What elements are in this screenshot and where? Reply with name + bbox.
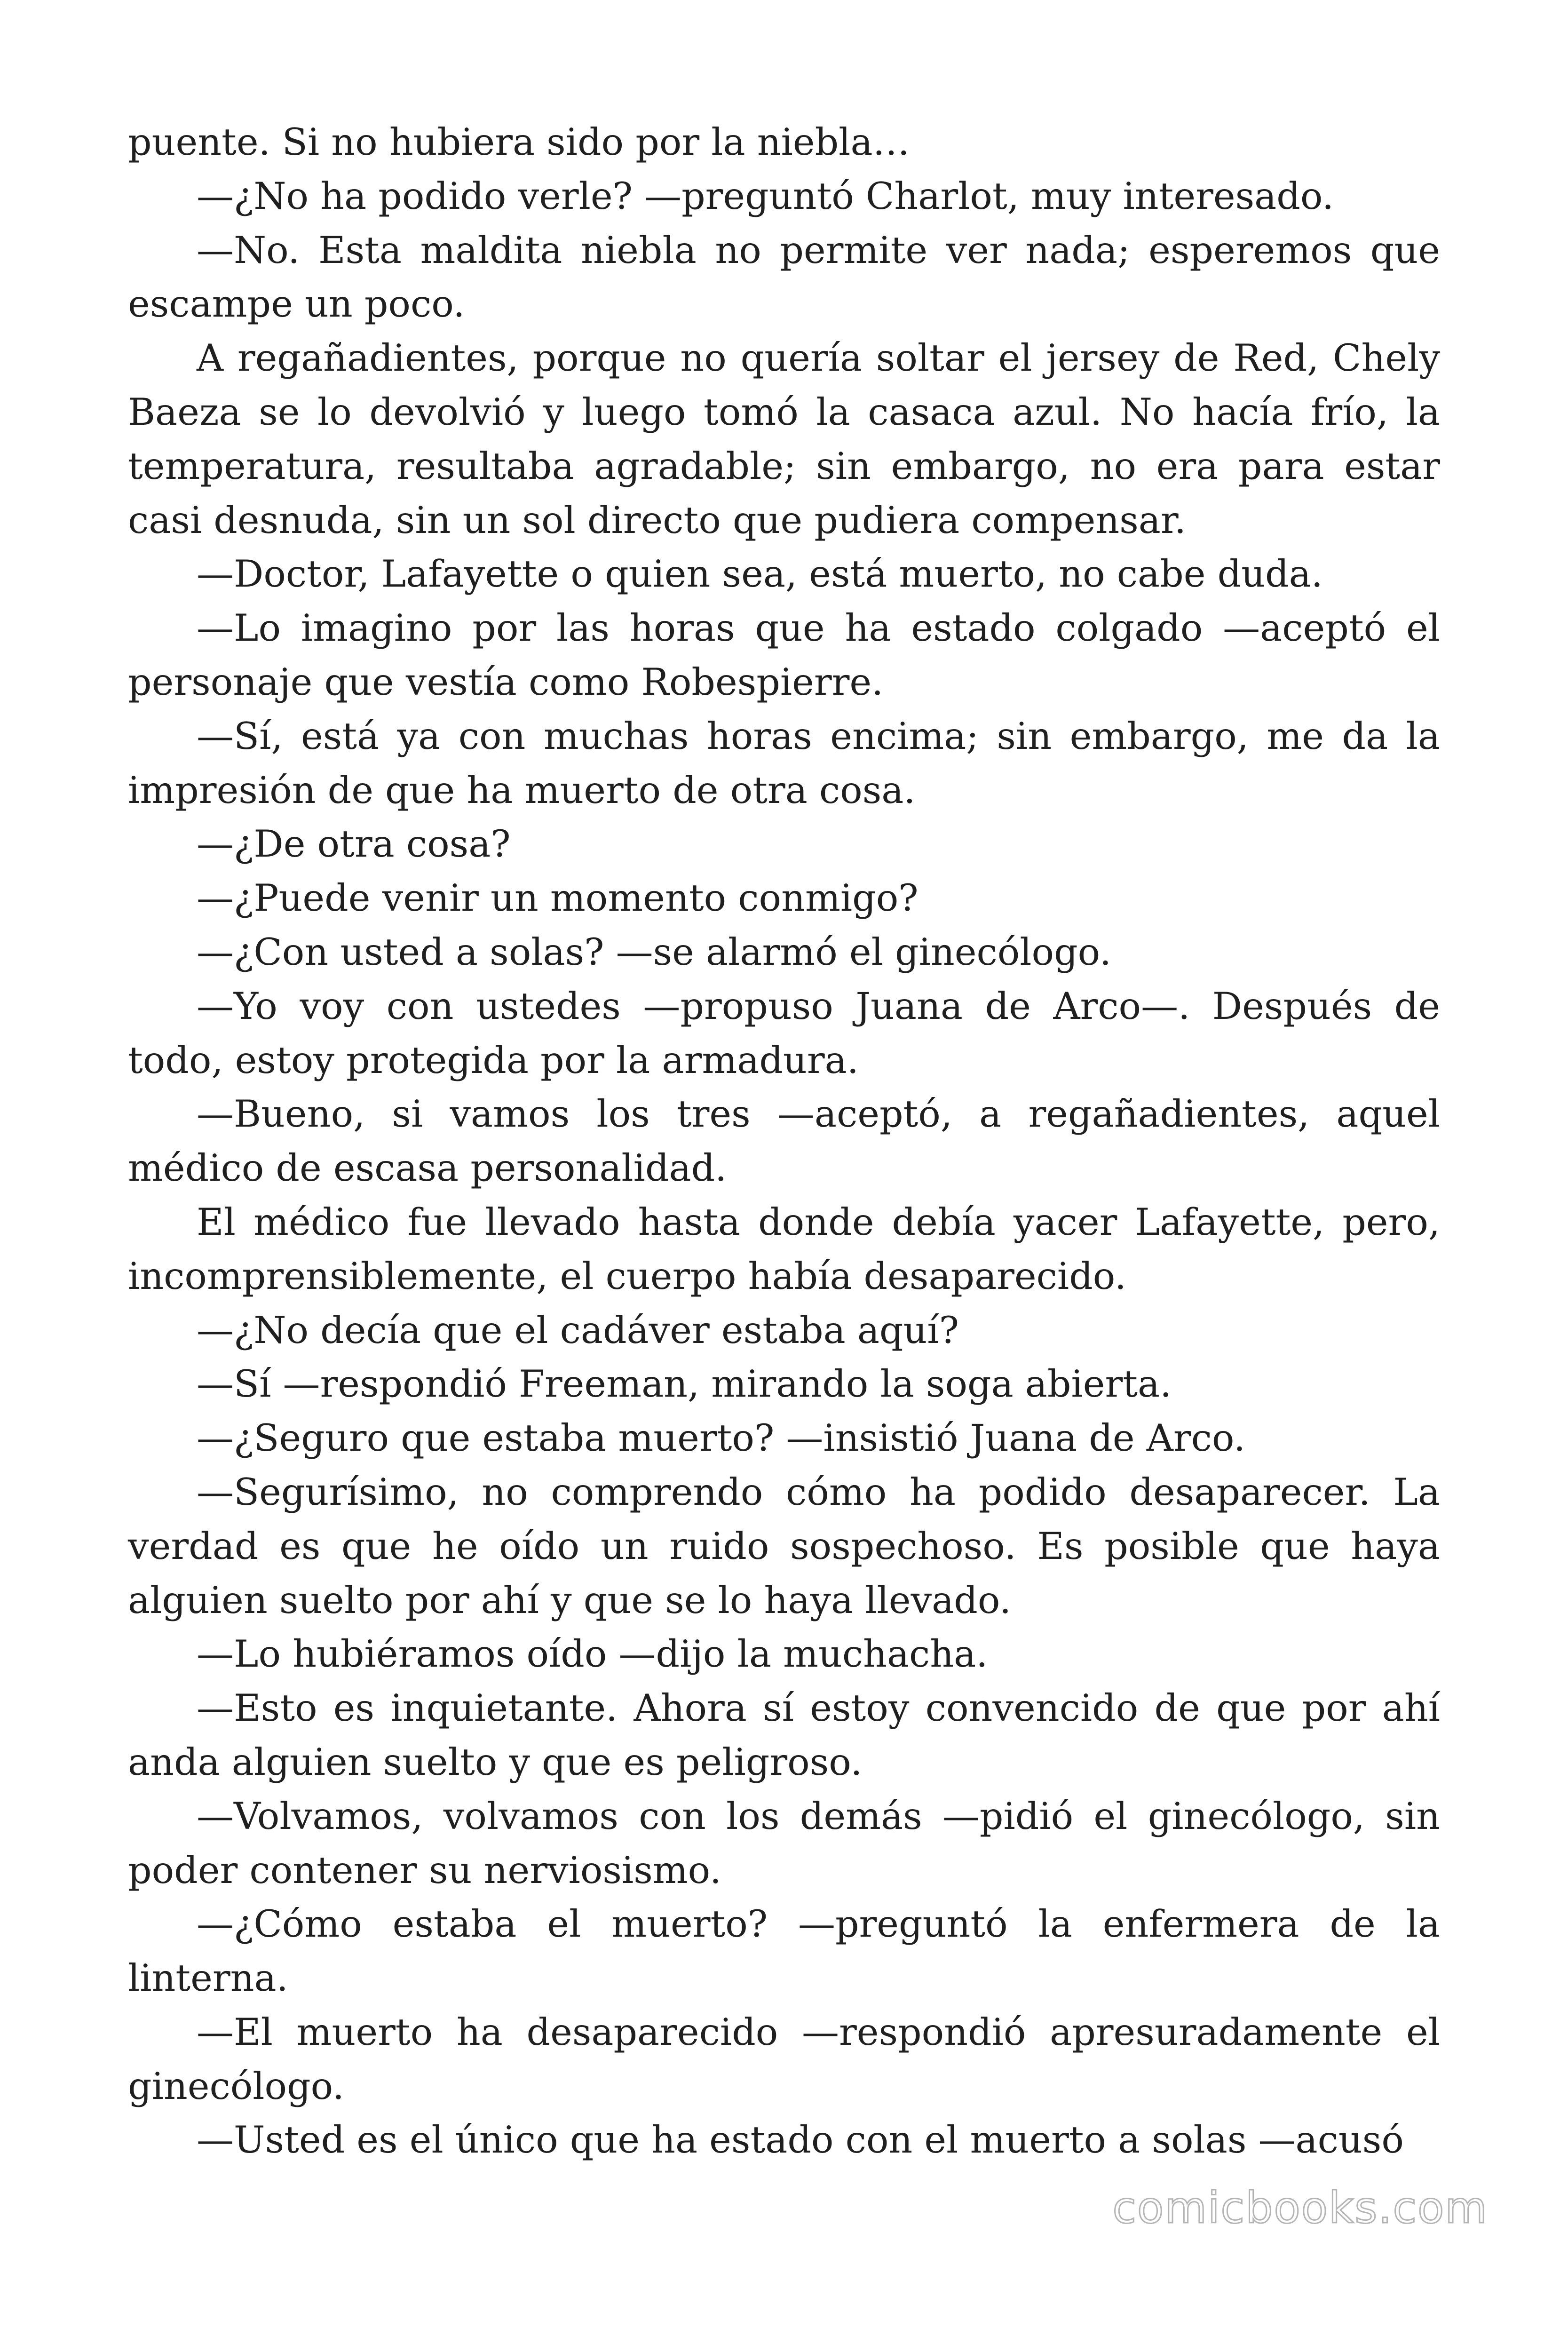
- paragraph-20: —Volvamos, volvamos con los demás —pidió el ginecólogo, sin poder contener su nerviosismo.: [128, 1794, 1440, 1892]
- watermark: comicbooks.com: [1112, 2183, 1488, 2233]
- paragraph-17: —Segurísimo, no comprendo cómo ha podido desaparecer. La verdad es que he oído un ruido sospechoso. Es posible que haya alguien suelto por ahí y que se lo haya llevado.: [128, 1470, 1440, 1622]
- paragraph-11: —Yo voy con ustedes —propuso Juana de Arco—. Después de todo, estoy protegida por la armadura.: [128, 984, 1440, 1082]
- paragraph-6: —Lo imagino por las horas que ha estado colgado —aceptó el personaje que vestía como Robespierre.: [128, 606, 1440, 704]
- paragraph-4: A regañadientes, porque no quería soltar el jersey de Red, Chely Baeza se lo devolvió y luego tomó la casaca azul. No hacía frío, la temperatura, resultaba agradable; sin embargo, no era para estar casi desnuda, sin un sol directo que pudiera compensar.: [128, 336, 1440, 542]
- paragraph-18: —Lo hubiéramos oído —dijo la muchacha.: [197, 1632, 988, 1676]
- paragraph-16: —¿Seguro que estaba muerto? —insistió Juana de Arco.: [197, 1416, 1246, 1460]
- paragraph-22: —El muerto ha desaparecido —respondió apresuradamente el ginecólogo.: [128, 2010, 1440, 2108]
- paragraph-5: —Doctor, Lafayette o quien sea, está muerto, no cabe duda.: [197, 552, 1323, 596]
- paragraph-21: —¿Cómo estaba el muerto? —preguntó la enfermera de la linterna.: [128, 1902, 1440, 2000]
- paragraph-8: —¿De otra cosa?: [197, 822, 511, 866]
- paragraph-10: —¿Con usted a solas? —se alarmó el ginecólogo.: [197, 930, 1111, 974]
- paragraph-7: —Sí, está ya con muchas horas encima; sin embargo, me da la impresión de que ha muerto de otra cosa.: [128, 714, 1440, 812]
- paragraph-15: —Sí —respondió Freeman, mirando la soga abierta.: [197, 1362, 1172, 1406]
- paragraph-12: —Bueno, si vamos los tres —aceptó, a regañadientes, aquel médico de escasa personalidad.: [128, 1092, 1440, 1190]
- paragraph-23: —Usted es el único que ha estado con el muerto a solas —acusó: [197, 2118, 1404, 2162]
- paragraph-9: —¿Puede venir un momento conmigo?: [197, 876, 919, 920]
- paragraph-13: El médico fue llevado hasta donde debía yacer Lafayette, pero, incomprensiblemente, el cuerpo había desaparecido.: [128, 1200, 1440, 1298]
- paragraph-14: —¿No decía que el cadáver estaba aquí?: [197, 1308, 959, 1352]
- paragraph-2: —¿No ha podido verle? —preguntó Charlot, muy interesado.: [197, 174, 1334, 218]
- paragraph-3: —No. Esta maldita niebla no permite ver nada; esperemos que escampe un poco.: [128, 228, 1440, 326]
- paragraph-1: puente. Si no hubiera sido por la niebla…: [128, 120, 910, 164]
- book-page-text: [128, 115, 1440, 2167]
- paragraph-19: —Esto es inquietante. Ahora sí estoy convencido de que por ahí anda alguien suelto y que es peligroso.: [128, 1686, 1440, 1784]
